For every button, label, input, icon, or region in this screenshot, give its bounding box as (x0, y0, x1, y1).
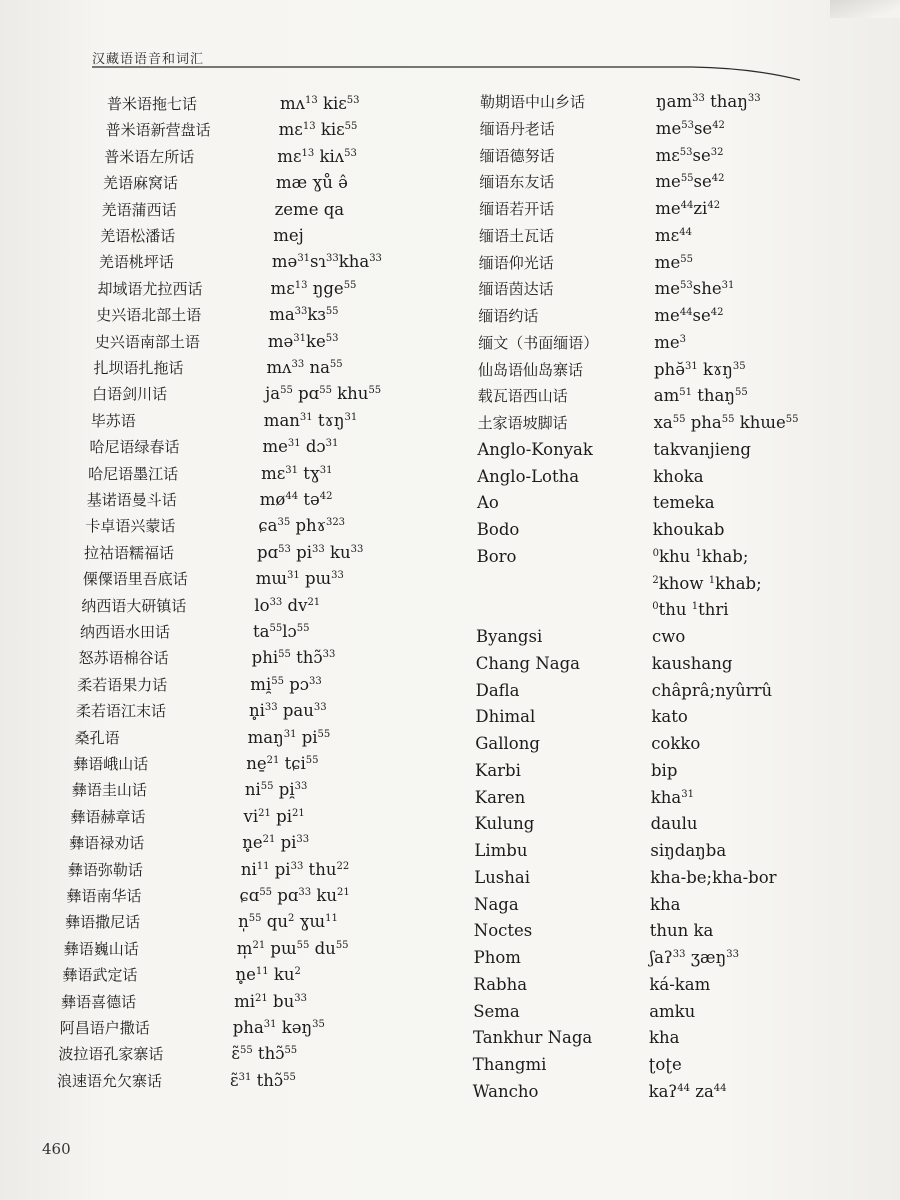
language-name: 彝语弥勒话 (67, 860, 143, 879)
word-form: ɛ̃$^{31}$ thɔ̃$^{55}$ (230, 1070, 296, 1090)
word-form: mʌ$^{33}$ $na^{55}$ (266, 358, 343, 377)
word-form: mej (273, 226, 304, 245)
word-form: $am^{51}$ thaŋ$^{55}$ (653, 386, 748, 406)
language-name: 阿昌语户撒话 (59, 1019, 150, 1037)
word-form: mɯ$^{31}$ pɯ$^{33}$ (255, 569, 344, 589)
word-form: $me^{53}she^{31}$ (654, 279, 735, 299)
language-name: 柔若语果力话 (77, 675, 168, 694)
word-form: siŋdaŋba (650, 841, 727, 860)
word-form: $ni^{55}$ pi̯$^{33}$ (244, 780, 308, 800)
word-form: khoka (653, 466, 704, 486)
word-form: kha (649, 1028, 680, 1048)
language-name: 扎坝语扎拖话 (93, 359, 184, 377)
language-name: Rabha (473, 974, 528, 994)
running-header: 汉藏语语音和词汇 (92, 52, 205, 67)
word-form: mɛ$^{31}$ tɣ$^{31}$ (261, 463, 333, 483)
word-form: mæ ɣů ə̂ (275, 173, 348, 193)
language-name: 勒期语中山乡话 (480, 93, 586, 111)
language-name: Karbi (475, 760, 521, 780)
word-form: ɛ̃$^{55}$ thɔ̃$^{55}$ (231, 1044, 298, 1064)
word-form: phi$^{55}$ thɔ̃$^{33}$ (251, 648, 336, 668)
word-form: $vi^{21}$ $pi^{21}$ (243, 806, 305, 826)
language-name: 桑孔语 (74, 728, 120, 747)
word-form: $me^3$ (654, 332, 686, 352)
language-name: Naga (474, 894, 519, 914)
word-form: $n̥i^{33}$ pau$^{33}$ (248, 701, 327, 721)
language-name: 浪速语允欠寨话 (57, 1071, 163, 1090)
language-name: 毕苏语 (90, 411, 136, 430)
word-form: zeme qa (274, 199, 345, 219)
language-name: Ao (477, 493, 499, 513)
word-form: $mɛ^{53}se^{32}$ (655, 145, 724, 165)
language-name: Gallong (475, 734, 540, 753)
language-name: Anglo-Konyak (477, 439, 593, 459)
word-form: $me^{53}se^{42}$ (655, 118, 725, 138)
language-name: 纳西语水田话 (80, 623, 171, 641)
language-name: 怒苏语棉谷话 (78, 649, 169, 668)
word-form: $me^{55}$ (654, 252, 693, 272)
language-name: 缅语土瓦话 (479, 226, 555, 245)
word-form: pɑ$^{53}$ $pi^{33}$ $ku^{33}$ (257, 542, 364, 562)
word-form: mə$^{31}$sɿ$^{33}$kha$^{33}$ (271, 252, 382, 272)
language-name: 纳西语大研镇话 (81, 596, 187, 615)
language-name: Sema (473, 1001, 520, 1021)
language-name: 傈僳语里吾底话 (82, 570, 188, 589)
word-form: bip (651, 760, 678, 780)
language-name: 彝语圭山话 (71, 781, 147, 800)
language-name: 拉祜语糯福话 (84, 543, 175, 562)
language-name: 普米语拖七话 (107, 95, 198, 113)
word-form: ɕɑ$^{55}$ pɑ$^{33}$ $ku^{21}$ (239, 886, 350, 905)
word-form: pha$^{31}$ kəŋ$^{35}$ (232, 1018, 325, 1037)
language-name: 羌语麻窝话 (102, 174, 178, 193)
language-name: 彝语禄劝话 (69, 834, 145, 853)
word-form: kha$^{31}$ (650, 787, 694, 807)
word-form: temeka (653, 493, 715, 513)
word-form: kha-be;kha-bor (650, 867, 777, 887)
language-name: Noctes (473, 921, 533, 941)
word-form: $me^{31}$ dɔ$^{31}$ (262, 437, 339, 457)
page-number: 460 (42, 1140, 71, 1158)
language-name: Anglo-Lotha (477, 466, 580, 486)
language-name: 缅语茵达话 (478, 280, 554, 299)
language-name: Dhimal (475, 707, 536, 727)
word-form: thun ka (649, 921, 714, 941)
language-name: Tankhur Naga (473, 1028, 593, 1048)
language-name: Kulung (474, 814, 535, 834)
language-name: 彝语巍山话 (63, 939, 139, 958)
language-name: 缅语德努话 (479, 146, 555, 165)
word-form: mʌ$^{13}$ kiɛ$^{53}$ (280, 94, 360, 113)
word-form: mɛ$^{13}$ ŋge$^{55}$ (270, 278, 357, 298)
language-name: Lushai (474, 867, 530, 887)
word-form: châprâ;nyûrrû (651, 680, 773, 700)
language-name: 彝语撒尼话 (65, 913, 141, 932)
language-name: 基诺语曼斗话 (86, 491, 177, 509)
language-name: 缅语丹老话 (479, 119, 555, 138)
language-name: 缅语东友话 (479, 173, 555, 192)
language-name: 缅语若开话 (479, 200, 555, 218)
language-name: Chang Naga (475, 653, 580, 673)
language-name: Dafla (475, 680, 520, 700)
language-name: 载瓦语西山话 (477, 387, 568, 406)
word-form: ne̱$^{21}$ tɕi$^{55}$ (246, 754, 319, 773)
word-form: n̩$^{55}$ $qu^2$ ɣɯ$^{11}$ (238, 912, 338, 932)
language-name: Boro (476, 546, 517, 566)
page-corner-shadow (830, 0, 900, 18)
word-form: $me^{44}se^{42}$ (654, 306, 724, 325)
language-name: 缅语仰光话 (478, 253, 554, 272)
language-name: Limbu (474, 841, 528, 860)
word-form: $^0$thu $^1$thri (652, 600, 729, 620)
word-form: $n̥e^{11}$ $ku^2$ (235, 965, 301, 985)
word-form: ʃaʔ$^{33}$ ʒæŋ$^{33}$ (649, 948, 739, 967)
word-form: kato (651, 707, 688, 727)
word-form: cokko (651, 734, 701, 753)
language-name: 羌语松潘话 (100, 227, 176, 245)
word-form: mɛ$^{44}$ (655, 225, 692, 245)
language-name: 彝语南华话 (66, 887, 142, 905)
language-name: 土家语坡脚话 (477, 414, 568, 432)
word-form: kha (650, 894, 681, 914)
language-name: 仙岛语仙岛寨话 (478, 360, 584, 379)
language-name: 波拉语孔家寨话 (58, 1045, 164, 1064)
word-form: $lo^{33}$ $dv^{21}$ (254, 595, 321, 615)
word-form: cwo (652, 627, 686, 646)
word-form: $^0$khu $^1$khab; (652, 546, 749, 566)
language-name: 羌语桃坪话 (98, 253, 174, 272)
word-form: ká-kam (649, 974, 711, 994)
word-form: kaushang (651, 653, 733, 673)
language-name: 彝语峨山话 (73, 755, 149, 773)
word-form: $ma^{33}kɜ^{55}$ (269, 305, 339, 325)
word-form: ŋam$^{33}$ thaŋ$^{33}$ (656, 92, 761, 111)
language-name: 缅文（书面缅语） (478, 333, 599, 352)
language-name: Phom (473, 948, 521, 967)
word-form: $xa^{55}$ pha$^{55}$ khɯe$^{55}$ (653, 413, 799, 432)
word-form: ʈoʈe (648, 1055, 682, 1074)
word-form: $me^{55}se^{42}$ (655, 172, 725, 192)
word-form: takvanjieng (653, 439, 751, 459)
language-name: 却域语尤拉西话 (97, 279, 203, 298)
language-name: 普米语新营盘话 (105, 121, 211, 140)
word-form: mɛ$^{13}$ kiʌ$^{53}$ (277, 146, 357, 166)
word-form: phə̆$^{31}$ kɤŋ$^{35}$ (654, 359, 746, 379)
header-rule (92, 66, 800, 86)
language-name: 彝语喜德话 (61, 992, 137, 1011)
word-form: maŋ$^{31}$ $pi^{55}$ (247, 727, 331, 747)
language-name: 缅语约话 (478, 307, 539, 325)
language-name: 彝语武定话 (62, 966, 138, 985)
word-form: $ni^{11}$ $pi^{33}$ thu$^{22}$ (240, 859, 350, 879)
language-name: 卡卓语兴蒙话 (85, 517, 176, 536)
word-form: $mø^{44}$ tə$^{42}$ (259, 490, 333, 509)
word-form: $ta^{55}lɔ^{55}$ (253, 622, 310, 641)
word-form: $mə^{31}ke^{53}$ (267, 331, 339, 351)
word-form: daulu (650, 814, 698, 834)
language-name: Wancho (472, 1081, 539, 1101)
word-form: mi̯$^{55}$ pɔ$^{33}$ (250, 674, 322, 694)
word-form: m̩$^{21}$ pɯ$^{55}$ $du^{55}$ (236, 938, 349, 958)
language-name: 史兴语南部土语 (94, 332, 200, 351)
word-form: ɕa$^{35}$ phɤ$^{323}$ (258, 516, 346, 536)
language-name: 哈尼语绿春话 (89, 438, 180, 457)
word-form: $me^{44}zi^{42}$ (655, 199, 721, 218)
language-name: 彝语赫章话 (70, 807, 146, 826)
language-name: Karen (474, 787, 526, 807)
language-name: 哈尼语墨江话 (88, 464, 179, 483)
word-form: $^2$khow $^1$khab; (652, 573, 762, 593)
word-form: man$^{31}$ tɤŋ$^{31}$ (263, 410, 358, 430)
word-form: $mi^{21}$ $bu^{33}$ (234, 991, 307, 1011)
language-name: 史兴语北部土语 (96, 306, 202, 325)
word-form: $ja^{55}$ pɑ$^{55}$ khu$^{55}$ (265, 384, 382, 404)
word-form: $n̥e^{21}$ $pi^{33}$ (242, 833, 310, 853)
language-name: 柔若语江末话 (75, 702, 166, 721)
word-form: mɛ$^{13}$ kiɛ$^{55}$ (278, 120, 358, 140)
language-name: Bodo (476, 520, 520, 539)
language-name: 羌语蒲西话 (101, 200, 177, 219)
language-name: Byangsi (476, 627, 543, 646)
word-form: khoukab (652, 520, 725, 539)
word-form: amku (649, 1001, 696, 1021)
language-name: Thangmi (472, 1055, 547, 1074)
language-name: 白语剑川话 (92, 385, 168, 404)
language-name: 普米语左所话 (104, 147, 195, 166)
word-form: kaʔ$^{44}$ $za^{44}$ (648, 1081, 727, 1101)
